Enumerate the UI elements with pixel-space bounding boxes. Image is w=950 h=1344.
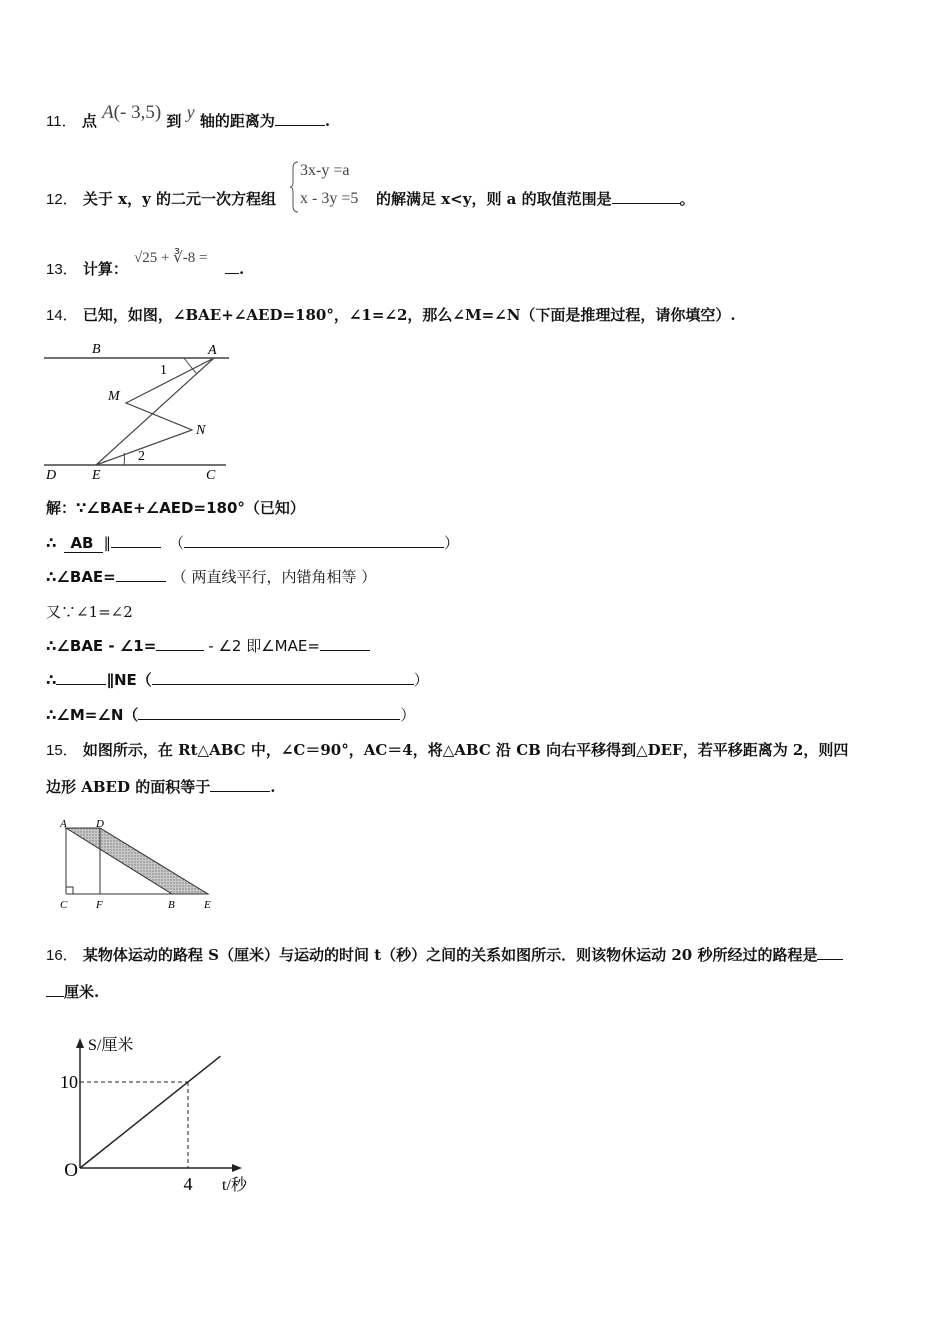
q12-pre: 关于 x，y 的二元一次方程组 [82,190,277,208]
answer-blank[interactable] [138,704,400,720]
question-15-line-2 [46,776,275,797]
label-angle-1: 1 [160,363,167,378]
x-axis-label: t/秒 [222,1177,247,1194]
question-number: 15． [46,742,78,759]
filled-answer-ab: AB [64,534,103,553]
proof-line-5 [46,635,370,656]
q11-post: 轴的距离为 [199,112,275,130]
paren-open: （ [168,534,184,552]
proof-text: ∴∠M=∠N（ [46,706,139,724]
question-number: 12． [46,191,78,208]
question-11 [46,102,331,140]
question-14 [46,304,736,325]
answer-blank[interactable] [320,635,370,651]
equation-1: 3x-y =a [300,162,350,179]
label-b: B [168,899,175,911]
therefore-symbol: ∴ [46,534,57,552]
label-c: C [206,468,216,483]
label-d: D [46,468,57,483]
proof-line-2 [46,532,459,553]
q14-text: 已知，如图，∠BAE+∠AED=180°，∠1=∠2，那么∠M=∠N（下面是推理过程，请你填空）. [82,306,736,324]
q11-point-coords: (- 3,5) [113,102,162,123]
label-a: A [208,343,217,358]
answer-blank[interactable] [210,776,270,792]
answer-blank[interactable] [184,532,444,548]
x-axis-arrow-icon [232,1164,242,1172]
proof-line-6 [46,669,429,690]
label-e: E [92,468,101,483]
answer-blank[interactable] [111,532,161,548]
proof-text: ∥NE（ [106,671,152,689]
q11-axis: y [186,102,195,122]
question-12 [46,188,276,209]
question-15 [46,739,848,760]
shaded-quadrilateral [66,828,208,894]
label-m: M [108,389,120,404]
label-d: D [96,818,104,830]
equation-2: x - 3y =5 [300,190,359,207]
q16-line-1: 某物体运动的路程 S（厘米）与运动的时间 t（秒）之间的关系如图所示．则该物休运动 20 秒所经过的路程是 [82,946,818,964]
question-number: 11． [46,113,77,130]
q15-end: . [270,778,276,796]
origin-label: O [64,1160,78,1181]
q11-pre: 点 [81,112,97,130]
equation-system [290,160,380,214]
answer-blank[interactable] [817,944,843,960]
answer-blank[interactable] [612,188,680,204]
q15-triangle-figure [56,816,216,914]
x-tick-label: 4 [183,1174,193,1194]
q16-line-chart [52,1028,282,1200]
answer-blank[interactable] [275,110,325,126]
q11-end: . [324,112,331,130]
proof-text: ∴∠BAE= [46,568,116,586]
proof-line-3 [46,566,376,587]
question-16-line-2 [46,981,99,1002]
label-a: A [60,818,67,830]
label-e: E [204,899,211,911]
y-axis-arrow-icon [76,1038,84,1048]
line-ae [96,358,214,465]
label-b: B [92,342,101,357]
answer-blank[interactable] [152,669,414,685]
series-line [80,1056,220,1168]
right-angle-mark [66,887,73,894]
answer-blank[interactable] [225,258,239,274]
q13-answer [225,258,244,278]
label-f: F [96,899,103,911]
q14-geometry-figure [44,338,234,483]
q15-line-1: 如图所示，在 Rt△ABC 中，∠C＝90°，AC＝4，将△ABC 沿 CB 向右平移得到△DEF，若平移距离为 2，则四 [82,741,849,759]
q12-post: 的解满足 x<y，则 a 的取值范围是 [376,190,612,208]
y-tick-label: 10 [60,1072,78,1092]
q12-rest [376,188,695,209]
proof-text: ∴∠BAE - ∠1= [46,637,157,655]
question-number: 16． [46,947,78,964]
brace-icon [290,160,300,214]
y-axis-label: S/厘米 [88,1037,134,1054]
parallel-symbol: ∥ [103,534,111,552]
question-13 [46,258,128,279]
q16-line-2-end: 厘米. [64,983,100,1001]
answer-blank[interactable] [56,669,106,685]
answer-blank[interactable] [116,566,166,582]
paren-close: ） [400,706,416,724]
label-n: N [196,423,206,438]
q13-pre: 计算： [82,260,128,278]
paren-close: ） [444,534,460,552]
question-16 [46,944,843,965]
answer-blank[interactable] [156,635,204,651]
proof-line-4: 又∵∠1=∠2 [46,603,133,621]
proof-text: - ∠2 即∠MAE= [208,637,320,655]
q11-mid: 到 [166,112,182,130]
q11-point-label: A [102,102,114,123]
proof-reason: （ 两直线平行，内错角相等 ） [171,568,377,586]
answer-blank[interactable] [46,981,64,997]
q12-end: 。 [679,190,695,208]
q15-line-2: 边形 ABED 的面积等于 [46,778,211,796]
question-number: 14． [46,307,78,324]
label-c: C [60,899,68,911]
label-angle-2: 2 [138,449,145,464]
q13-end: . [239,260,245,278]
therefore-symbol: ∴ [46,671,57,689]
paren-close: ） [413,671,429,689]
angle-2-arc [124,453,125,465]
q13-expression: √25 + ∛-8 = [134,250,208,266]
proof-line-1: 解：∵∠BAE+∠AED=180°（已知） [46,499,305,517]
proof-line-7 [46,704,415,725]
question-number: 13． [46,261,78,278]
